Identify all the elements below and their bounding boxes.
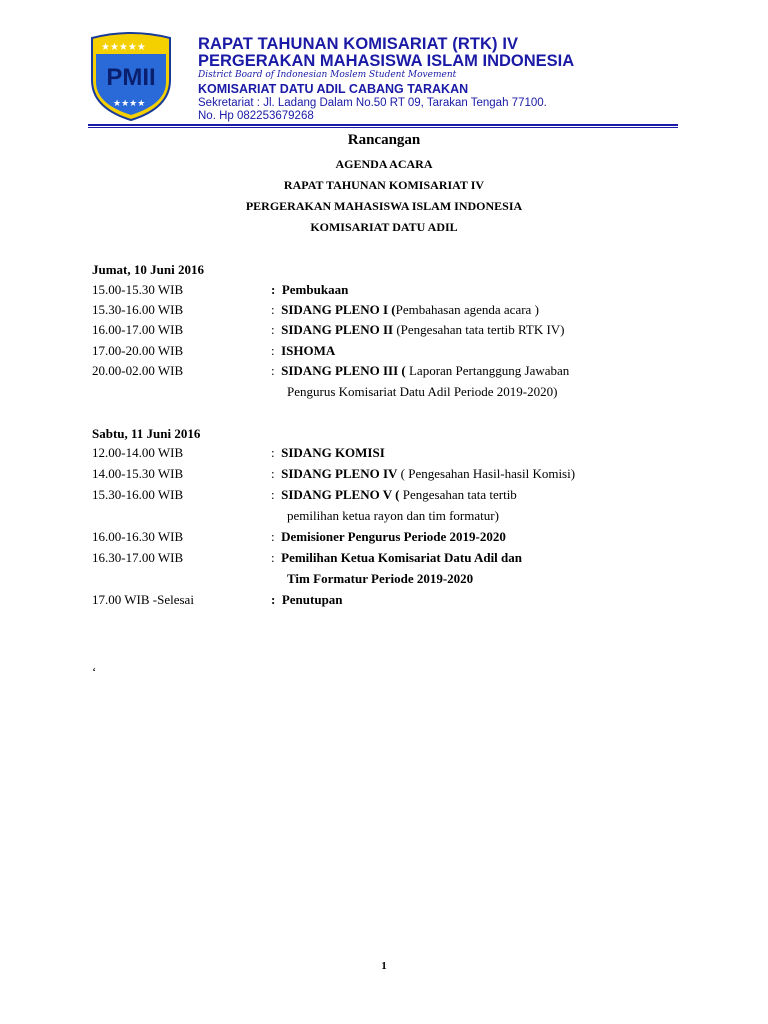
page-number: 1 bbox=[381, 960, 387, 972]
agenda-item: : Pemilihan Ketua Komisariat Datu Adil dan bbox=[271, 550, 523, 565]
agenda-item-continuation: pemilihan ketua rayon dan tim formatur) bbox=[287, 508, 499, 523]
document-subtitle-3: PERGERAKAN MAHASISWA ISLAM INDONESIA bbox=[245, 199, 523, 213]
agenda-item: : SIDANG PLENO II (Pengesahan tata tertib RTK IV) bbox=[271, 322, 565, 337]
letterhead-rule bbox=[88, 124, 678, 126]
stray-mark: ‘ bbox=[92, 664, 97, 679]
pmii-logo bbox=[86, 30, 176, 122]
agenda-item-continuation: Pengurus Komisariat Datu Adil Periode 2019-2020) bbox=[287, 384, 558, 399]
letterhead-line-4: KOMISARIAT DATU ADIL CABANG TARAKAN bbox=[198, 82, 469, 96]
document-subtitle-1: AGENDA ACARA bbox=[335, 157, 433, 171]
letterhead-line-2: PERGERAKAN MAHASISWA ISLAM INDONESIA bbox=[198, 52, 575, 70]
agenda-time: 16.00-16.30 WIB bbox=[92, 529, 184, 544]
pmii-shield-icon bbox=[86, 30, 176, 122]
agenda-time: 15.00-15.30 WIB bbox=[92, 282, 184, 297]
agenda-time: 20.00-02.00 WIB bbox=[92, 363, 184, 378]
agenda-item: : Pembukaan bbox=[271, 282, 349, 297]
agenda-time: 16.00-17.00 WIB bbox=[92, 322, 184, 337]
document-subtitle-4: KOMISARIAT DATU ADIL bbox=[310, 220, 458, 234]
agenda-time: 16.30-17.00 WIB bbox=[92, 550, 184, 565]
letterhead-tagline: District Board of Indonesian Moslem Student Movement bbox=[198, 70, 457, 80]
agenda-item: : SIDANG PLENO IV ( Pengesahan Hasil-hasil Komisi) bbox=[271, 466, 576, 481]
day2-heading: Sabtu, 11 Juni 2016 bbox=[92, 426, 201, 441]
agenda-item: : SIDANG PLENO I (Pembahasan agenda acara ) bbox=[271, 302, 539, 317]
agenda-time: 14.00-15.30 WIB bbox=[92, 466, 184, 481]
letterhead-line-1: RAPAT TAHUNAN KOMISARIAT (RTK) IV bbox=[198, 35, 519, 53]
agenda-time: 17.00-20.00 WIB bbox=[92, 343, 184, 358]
agenda-item-continuation: Tim Formatur Periode 2019-2020 bbox=[287, 571, 474, 586]
agenda-time: 12.00-14.00 WIB bbox=[92, 445, 184, 460]
letterhead-rule-thin bbox=[88, 127, 678, 128]
svg-text:★★★★★: ★★★★★ bbox=[101, 42, 146, 53]
agenda-time: 17.00 WIB -Selesai bbox=[92, 592, 194, 607]
letterhead-phone: No. Hp 082253679268 bbox=[198, 110, 314, 122]
agenda-time: 15.30-16.00 WIB bbox=[92, 487, 184, 502]
document-subtitle-2: RAPAT TAHUNAN KOMISARIAT IV bbox=[283, 178, 485, 192]
svg-text:★★★★: ★★★★ bbox=[113, 99, 146, 109]
agenda-item: : SIDANG KOMISI bbox=[271, 445, 385, 460]
agenda-item: : Demisioner Pengurus Periode 2019-2020 bbox=[271, 529, 506, 544]
agenda-item: : SIDANG PLENO III ( Laporan Pertanggung Jawaban bbox=[271, 363, 570, 378]
letterhead-address: Sekretariat : Jl. Ladang Dalam No.50 RT 09, Tarakan Tengah 77100. bbox=[198, 97, 547, 109]
agenda-time: 15.30-16.00 WIB bbox=[92, 302, 184, 317]
agenda-item: : ISHOMA bbox=[271, 343, 336, 358]
document-title: Rancangan bbox=[347, 132, 421, 148]
day1-heading: Jumat, 10 Juni 2016 bbox=[92, 262, 204, 277]
agenda-item: : Penutupan bbox=[271, 592, 343, 607]
agenda-item: : SIDANG PLENO V ( Pengesahan tata tertib bbox=[271, 487, 517, 502]
svg-text:PMII: PMII bbox=[106, 64, 156, 91]
